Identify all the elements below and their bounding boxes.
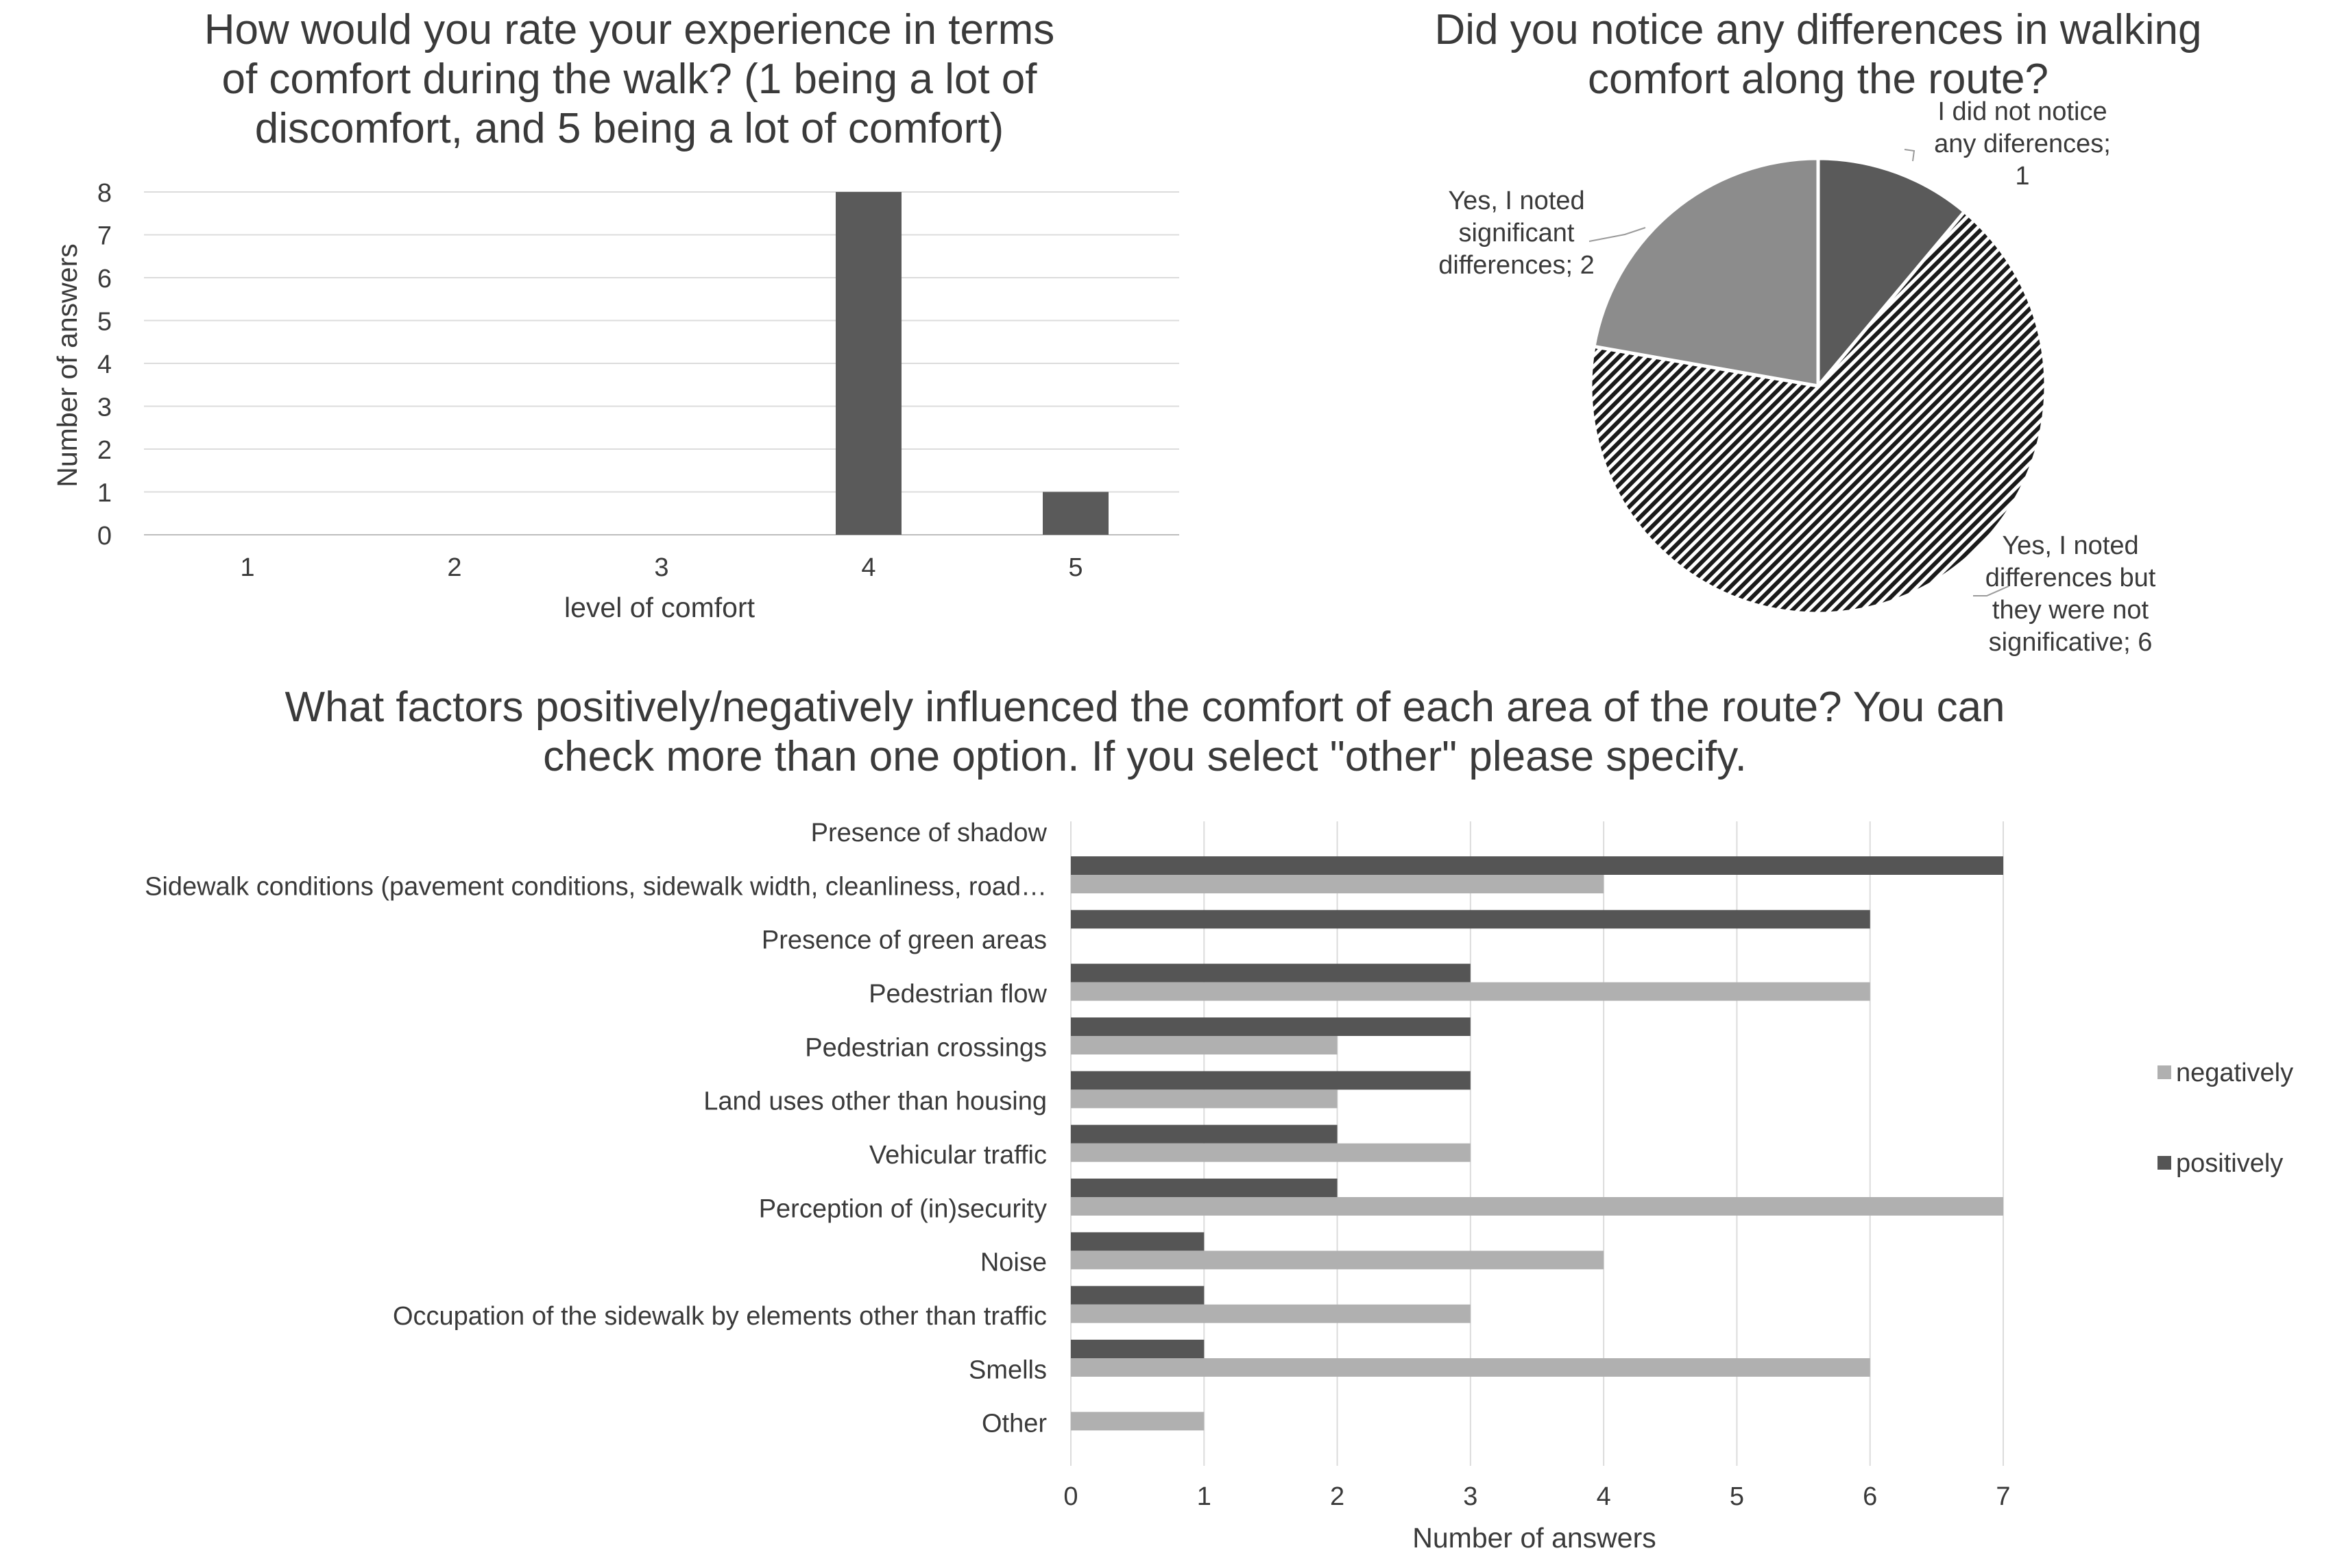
factors-chart-bar-negatively: [1071, 1412, 1204, 1430]
pie-leader-line: [1589, 228, 1645, 241]
factors-chart-category-label: Occupation of the sidewalk by elements other than traffic: [392, 1302, 1047, 1331]
factors-chart-bar-negatively: [1071, 982, 1870, 1001]
comfort-chart-x-tick: 2: [447, 553, 462, 582]
factors-chart-category-label: Land uses other than housing: [703, 1087, 1047, 1116]
pie-chart-slices: [1591, 158, 2046, 614]
legend-swatch: [2157, 1065, 2171, 1079]
factors-chart-category-label: Noise: [980, 1248, 1047, 1277]
factors-chart-bar-positively: [1071, 1340, 1204, 1358]
comfort-chart-y-ticks: [97, 179, 112, 551]
comfort-chart-x-label: level of comfort: [564, 592, 755, 623]
factors-chart-category-label: Pedestrian flow: [869, 980, 1047, 1009]
legend-label: negatively: [2176, 1059, 2294, 1087]
pie-slice: [1594, 158, 1818, 386]
factors-chart-category-label: Presence of shadow: [810, 819, 1047, 847]
factors-chart-bar-positively: [1071, 910, 1870, 928]
factors-chart-bar-positively: [1071, 1286, 1204, 1305]
comfort-chart-title: [204, 6, 1055, 152]
pie-label-line: differences but: [1985, 564, 2156, 592]
comfort-chart-title-line: How would you rate your experience in terms: [204, 6, 1055, 53]
factors-chart-x-tick: 0: [1063, 1482, 1078, 1511]
factors-chart-x-tick: 7: [1996, 1482, 2011, 1511]
factors-chart-category-label: Pedestrian crossings: [805, 1033, 1047, 1063]
factors-chart-category-label: Perception of (in)security: [758, 1194, 1047, 1224]
factors-chart-category-labels: [145, 819, 1047, 1438]
comfort-chart-gridlines: [144, 192, 1179, 535]
factors-chart-bar-positively: [1071, 1232, 1204, 1251]
comfort-chart-y-tick: 6: [97, 265, 112, 293]
factors-chart-x-label: Number of answers: [1412, 1522, 1656, 1554]
pie-chart-title-line: Did you notice any differences in walking: [1434, 6, 2202, 53]
pie-label-line: differences; 2: [1438, 251, 1595, 280]
comfort-chart-y-tick: 7: [97, 221, 112, 251]
factors-chart-x-tick: 2: [1330, 1482, 1345, 1511]
pie-label-line: I did not notice: [1937, 97, 2107, 126]
factors-chart-x-tick: 1: [1196, 1482, 1211, 1511]
legend-item-negatively: [2157, 1059, 2293, 1087]
factors-chart-x-tick: 3: [1463, 1482, 1478, 1511]
factors-chart-title-line: What factors positively/negatively influenced the comfort of each area of the route? You can: [285, 684, 2005, 731]
factors-chart-bar-negatively: [1071, 875, 1604, 893]
factors-chart-bar-positively: [1071, 964, 1471, 982]
factors-chart-bar-positively: [1071, 1071, 1471, 1089]
factors-chart-bar-negatively: [1071, 1358, 1870, 1377]
factors-chart-category-label: Vehicular traffic: [869, 1141, 1047, 1170]
route-differences-pie-chart: [1435, 6, 2202, 657]
pie-chart-title-line: comfort along the route?: [1587, 56, 2049, 103]
comfort-chart-y-tick: 2: [97, 436, 112, 465]
comfort-chart-y-tick: 1: [97, 479, 112, 508]
factors-chart-bar-positively: [1071, 856, 2003, 875]
pie-label-line: 1: [2015, 162, 2030, 191]
pie-label-line: significative; 6: [1988, 628, 2153, 657]
pie-leader-line: [1905, 149, 1914, 161]
comfort-chart-x-tick: 4: [861, 553, 876, 582]
comfort-chart-x-ticks: [240, 553, 1083, 582]
factors-chart-title-line: check more than one option. If you select "other" please specify.: [543, 733, 1747, 780]
factors-chart-bar-positively: [1071, 1179, 1338, 1197]
pie-label-line: Yes, I noted: [1448, 186, 1585, 215]
comfort-chart-y-tick: 5: [97, 307, 112, 337]
factors-chart-bar-negatively: [1071, 1305, 1471, 1323]
comfort-chart-y-tick: 8: [97, 179, 112, 208]
factors-chart-bar-positively: [1071, 1017, 1471, 1036]
comfort-chart-y-tick: 3: [97, 393, 112, 422]
comfort-chart-title-line: discomfort, and 5 being a lot of comfort): [254, 105, 1004, 152]
factors-chart-category-label: Smells: [968, 1355, 1047, 1385]
pie-label-line: they were not: [1992, 596, 2149, 625]
factors-chart-x-tick: 5: [1729, 1482, 1744, 1511]
factors-chart-x-tick: 4: [1596, 1482, 1611, 1511]
legend-label: positively: [2176, 1149, 2284, 1178]
factors-chart-bar-positively: [1071, 1125, 1338, 1144]
pie-chart-title: [1435, 6, 2202, 103]
pie-slice-label: [1438, 186, 1645, 280]
legend-item-positively: [2157, 1149, 2283, 1178]
factors-chart-bar-negatively: [1071, 1144, 1471, 1162]
comfort-chart-x-tick: 1: [240, 553, 255, 582]
comfort-chart-y-tick: 0: [97, 522, 112, 551]
factors-chart-bars: [1071, 856, 2003, 1430]
pie-label-line: significant: [1458, 219, 1575, 248]
factors-chart-category-label: Sidewalk conditions (pavement conditions, sidewalk width, cleanliness, road…: [145, 872, 1047, 902]
comfort-chart-title-line: of comfort during the walk? (1 being a lot of: [221, 56, 1037, 103]
comfort-chart-y-label: Number of answers: [51, 243, 83, 487]
comfort-chart-x-tick: 3: [654, 553, 669, 582]
pie-slice-label: [1973, 531, 2156, 657]
comfort-rating-chart: [51, 6, 1179, 623]
comfort-chart-x-tick: 5: [1068, 553, 1083, 582]
factors-chart-x-ticks: [1063, 1482, 2010, 1511]
factors-chart-bar-negatively: [1071, 1036, 1338, 1054]
factors-influence-chart: [145, 684, 2293, 1554]
factors-chart-bar-negatively: [1071, 1089, 1338, 1108]
pie-label-line: any diferences;: [1934, 130, 2111, 158]
factors-chart-category-label: Other: [981, 1409, 1047, 1438]
comfort-chart-bar: [836, 192, 902, 535]
factors-chart-x-tick: 6: [1863, 1482, 1878, 1511]
pie-slice-label: [1905, 97, 2111, 191]
factors-chart-bar-negatively: [1071, 1251, 1604, 1269]
factors-chart-category-label: Presence of green areas: [761, 926, 1047, 955]
comfort-chart-y-tick: 4: [97, 350, 112, 379]
comfort-chart-bar: [1043, 492, 1109, 535]
factors-chart-legend: [2157, 1059, 2293, 1178]
factors-chart-bar-negatively: [1071, 1197, 2003, 1216]
factors-chart-title: [285, 684, 2005, 780]
legend-swatch: [2157, 1156, 2171, 1170]
pie-label-line: Yes, I noted: [2002, 531, 2139, 560]
